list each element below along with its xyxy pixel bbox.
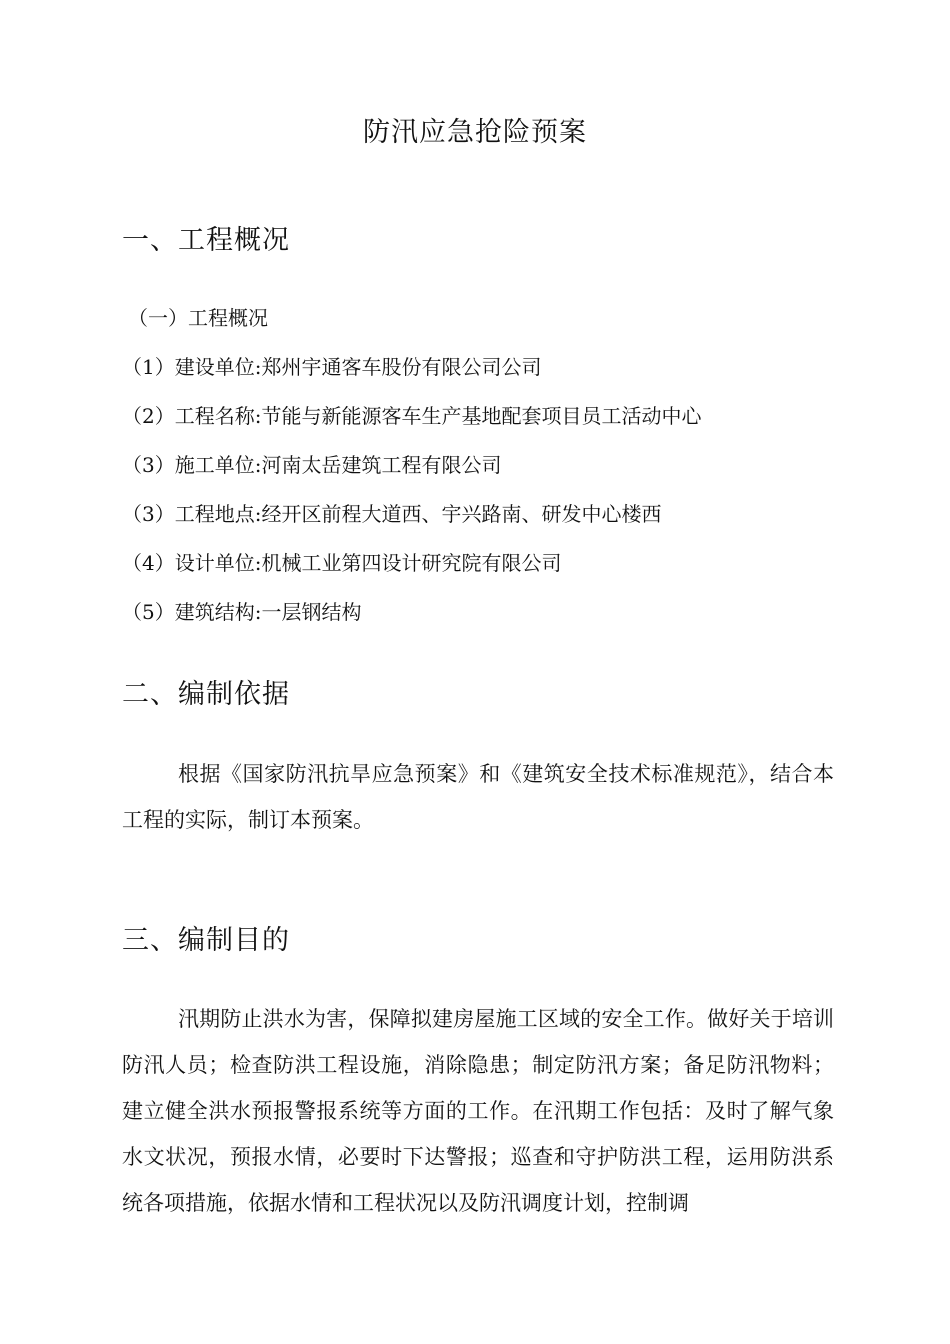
info-line-contractor: （3）施工单位:河南太岳建筑工程有限公司 <box>122 453 502 477</box>
info-line-client: （1）建设单位:郑州宇通客车股份有限公司公司 <box>122 355 542 379</box>
section-heading-basis: 二、编制依据 <box>122 679 290 710</box>
section-heading-purpose: 三、编制目的 <box>122 925 290 956</box>
info-line-structure: （5）建筑结构:一层钢结构 <box>122 600 362 624</box>
document-title: 防汛应急抢险预案 <box>363 117 587 148</box>
paragraph-basis: 根据《国家防汛抗旱应急预案》和《建筑安全技术标准规范》，结合本工程的实际，制订本预案。 <box>122 762 834 832</box>
info-line-project-name: （2）工程名称:节能与新能源客车生产基地配套项目员工活动中心 <box>122 404 702 428</box>
info-line-location: （3）工程地点:经开区前程大道西、宇兴路南、研发中心楼西 <box>122 502 662 526</box>
subsection-heading-overview: （一）工程概况 <box>128 306 268 330</box>
section-heading-overview: 一、工程概况 <box>122 225 290 256</box>
info-line-designer: （4）设计单位:机械工业第四设计研究院有限公司 <box>122 551 562 575</box>
paragraph-purpose: 汛期防止洪水为害，保障拟建房屋施工区域的安全工作。做好关于培训防汛人员；检查防洪工程设施，消除隐患；制定防汛方案；备足防汛物料；建立健全洪水预报警报系统等方面的工作。在汛期工作包括：及时了解气象水文状况，预报水情，必要时下达警报；巡查和守护防洪工程，运用防洪系统各项措施，依据水情和工程状况以及防汛调度计划，控制调 <box>122 1007 834 1215</box>
